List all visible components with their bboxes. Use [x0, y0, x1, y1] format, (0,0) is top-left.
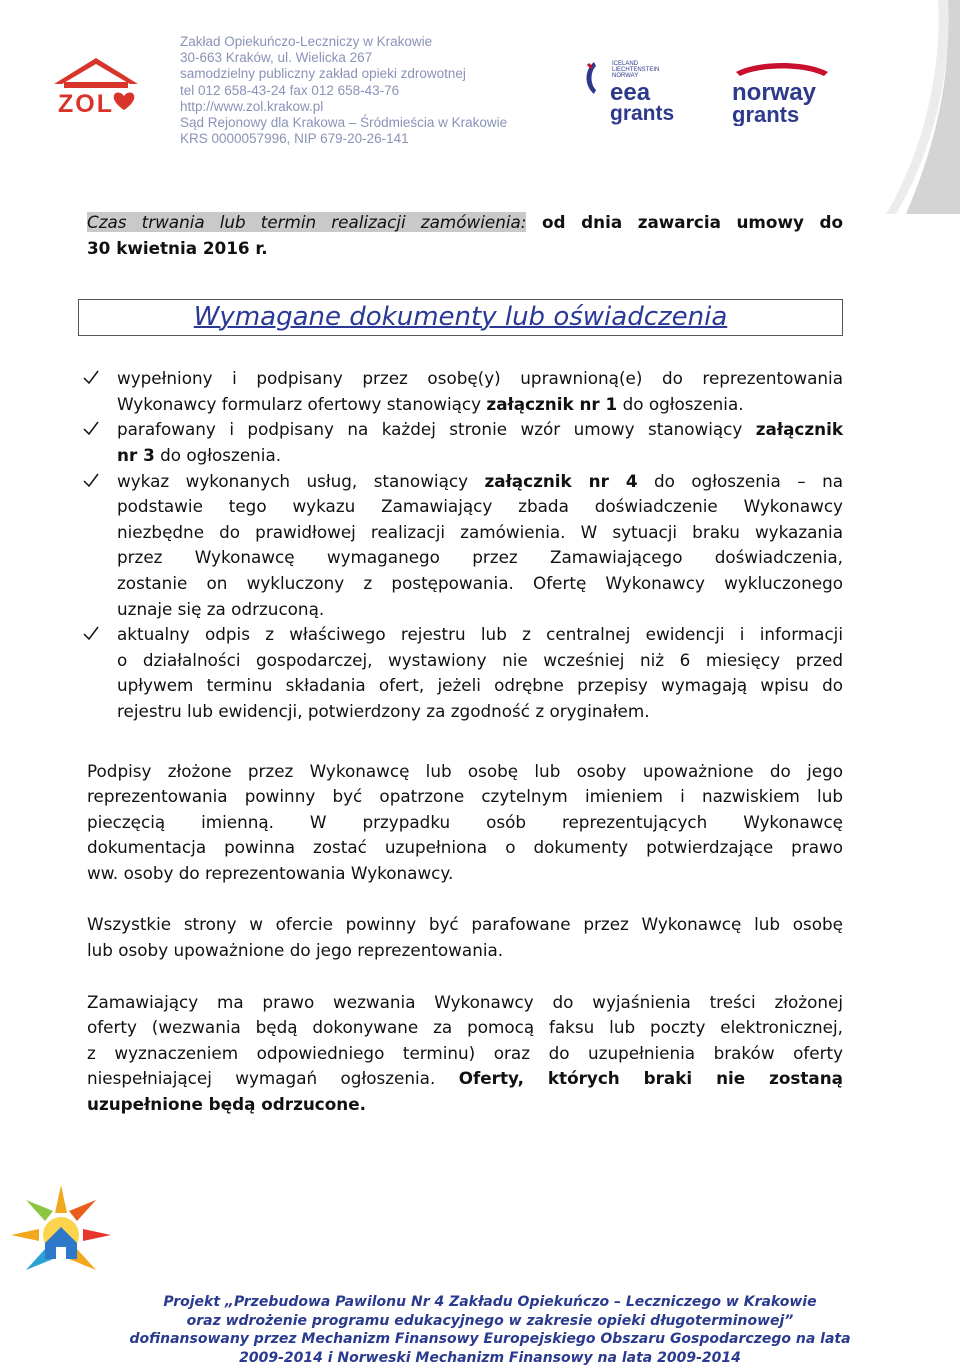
duration-line-1 [87, 210, 843, 236]
footer-line: dofinansowany przez Mechanizm Finansowy Europejskiego Obszaru Gospodarczego na lata [129, 1331, 851, 1347]
header-line: KRS 0000057996, NIP 679-20-26-141 [180, 131, 409, 147]
svg-text:norway: norway [732, 79, 817, 106]
svg-text:ICELAND: ICELAND [612, 61, 639, 67]
summons-paragraph: Zamawiający ma prawo wezwania Wykonawcy do wyjaśnienia treści złożonej oferty (wezwania będą dokonywane za pomocą faksu lub poczty elektronicznej, z wyznaczeniem odpowiedniego terminu) oraz do uzupełnienia braków oferty niespełniającej wymagań ogłoszenia. Oferty, których braki nie zostaną uzupełnione będą odrzucone. [87, 991, 844, 1115]
project-logo [6, 1183, 116, 1288]
signatures-paragraph: Podpisy złożone przez Wykonawcę lub osobę lub osoby upoważnione do jego reprezentowania powinny być opatrzone czytelnym imieniem i nazwiskiem lub pieczęcią imienną. W przypadku osób reprezentujących Wykonawcę dokumentacja powinna zostać uzupełniona o dokumenty potwierdzające prawo ww. osoby do reprezentowania Wykonawcy. [87, 760, 843, 883]
svg-text:eea: eea [610, 79, 651, 106]
svg-text:grants: grants [610, 102, 675, 125]
project-footer [110, 1293, 870, 1367]
checkmark-icon [82, 471, 100, 489]
svg-text:ZOL: ZOL [58, 90, 114, 116]
checkmark-icon [82, 419, 100, 437]
organization-header [180, 34, 580, 147]
required-documents-list [87, 366, 843, 724]
eea-grants-logo [582, 56, 694, 126]
svg-text:LIECHTENSTEIN: LIECHTENSTEIN [612, 67, 660, 73]
footer-line: Projekt „Przebudowa Pawilonu Nr 4 Zakładu Opiekuńczo – Leczniczego w Krakowie [163, 1294, 817, 1310]
list-item: parafowany i podpisany na każdej stronie wzór umowy stanowiący załącznik nr 3 do ogłoszenia. [87, 417, 843, 468]
list-item: aktualny odpis z właściwego rejestru lub z centralnej ewidencji i informacji o działalności gospodarczej, wystawiony nie wcześniej niż 6 miesięcy przed upływem terminu składania ofert, jeżeli odrębne przepisy wymagają wpisu do rejestru lub ewidencji, potwierdzony za zgodność z oryginałem. [87, 622, 843, 724]
document-body [87, 210, 843, 1118]
documents-title: Wymagane dokumenty lub oświadczenia [193, 302, 728, 333]
documents-title-box [78, 299, 843, 336]
duration-value: od dnia zawarcia umowy do [526, 212, 843, 232]
duration-label: Czas trwania lub termin realizacji zamówienia: [87, 212, 527, 232]
svg-text:grants: grants [732, 102, 800, 126]
list-item: wykaz wykonanych usług, stanowiący załącznik nr 4 do ogłoszenia – na podstawie tego wykazu Zamawiający zbada doświadczenie Wykonawcy niezbędne do prawidłowej realizacji zamówienia. W sytuacji braku wykazania przez Wykonawcę wymaganego przez Zamawiającego doświadczenia, zostanie on wykluczony z postępowania. Ofertę Wykonawcy wykluczonego uznaje się za odrzuconą. [87, 469, 843, 623]
zol-logo [50, 56, 142, 116]
duration-line-2: 30 kwietnia 2016 r. [87, 237, 268, 258]
norway-grants-logo [728, 62, 836, 126]
svg-text:NORWAY: NORWAY [612, 73, 639, 79]
header-line: Zakład Opiekuńczo-Leczniczy w Krakowie [180, 34, 433, 49]
header-line: http://www.zol.krakow.pl [180, 98, 324, 114]
header-line: samodzielny publiczny zakład opieki zdrowotnej [180, 66, 466, 82]
pages-paragraph: Wszystkie strony w ofercie powinny być parafowane przez Wykonawcę lub osobę lub osoby upoważnione do jego reprezentowania. [87, 914, 843, 961]
header-line: Sąd Rejonowy dla Krakowa – Śródmieścia w Krakowie [180, 115, 508, 131]
checkmark-icon [82, 624, 100, 642]
footer-line: 2009-2014 i Norweski Mechanizm Finansowy na lata 2009-2014 [239, 1349, 741, 1366]
footer-line: oraz wdrożenie programu edukacyjnego w zakresie opieki długoterminowej” [186, 1312, 794, 1329]
checkmark-icon [82, 368, 100, 386]
header-line: tel 012 658-43-24 fax 012 658-43-76 [180, 82, 400, 98]
header-line: 30-663 Kraków, ul. Wielicka 267 [180, 50, 373, 66]
list-item: wypełniony i podpisany przez osobę(y) uprawnioną(e) do reprezentowania Wykonawcy formularz ofertowy stanowiący załącznik nr 1 do ogłoszenia. [87, 366, 843, 417]
